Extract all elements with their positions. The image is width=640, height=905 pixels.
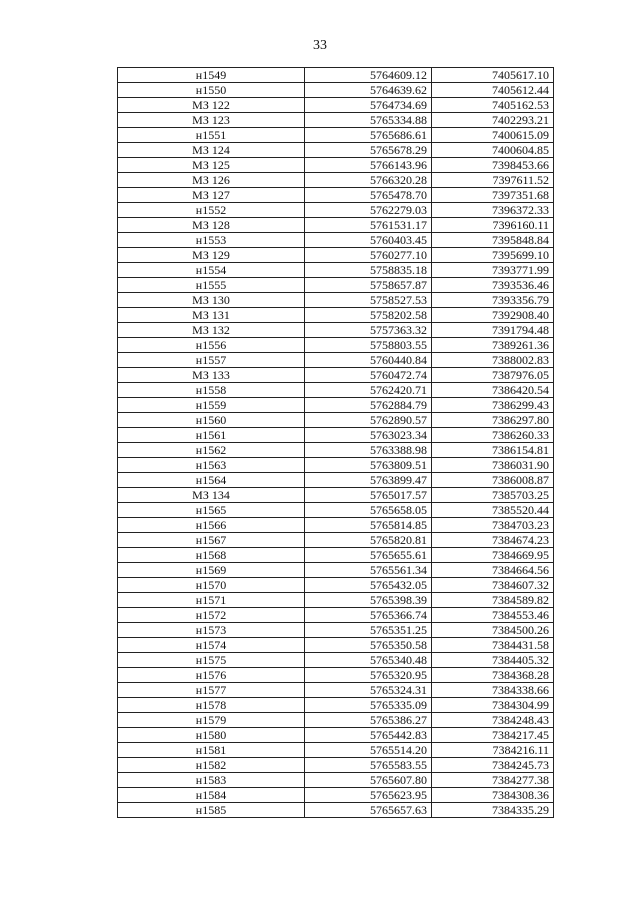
y-coordinate-cell: 7384589.82 [432, 593, 554, 608]
point-id-cell: н1558 [118, 383, 305, 398]
table-row [118, 578, 554, 593]
table-row [118, 668, 554, 683]
y-coordinate-cell: 7386154.81 [432, 443, 554, 458]
y-coordinate-cell: 7397351.68 [432, 188, 554, 203]
point-id-cell: МЗ 131 [118, 308, 305, 323]
point-id-cell: н1584 [118, 788, 305, 803]
point-id-cell: МЗ 130 [118, 293, 305, 308]
table-row [118, 233, 554, 248]
y-coordinate-cell: 7405617.10 [432, 68, 554, 83]
point-id-cell: МЗ 125 [118, 158, 305, 173]
point-id-cell: н1556 [118, 338, 305, 353]
x-coordinate-cell: 5765398.39 [305, 593, 432, 608]
y-coordinate-cell: 7385703.25 [432, 488, 554, 503]
y-coordinate-cell: 7387976.05 [432, 368, 554, 383]
x-coordinate-cell: 5762890.57 [305, 413, 432, 428]
table-row [118, 473, 554, 488]
table-row [118, 443, 554, 458]
point-id-cell: н1575 [118, 653, 305, 668]
x-coordinate-cell: 5765340.48 [305, 653, 432, 668]
x-coordinate-cell: 5762420.71 [305, 383, 432, 398]
x-coordinate-cell: 5765686.61 [305, 128, 432, 143]
y-coordinate-cell: 7384368.28 [432, 668, 554, 683]
point-id-cell: н1563 [118, 458, 305, 473]
point-id-cell: н1571 [118, 593, 305, 608]
table-row [118, 563, 554, 578]
point-id-cell: н1561 [118, 428, 305, 443]
y-coordinate-cell: 7384338.66 [432, 683, 554, 698]
y-coordinate-cell: 7395699.10 [432, 248, 554, 263]
x-coordinate-cell: 5763023.34 [305, 428, 432, 443]
x-coordinate-cell: 5761531.17 [305, 218, 432, 233]
point-id-cell: н1578 [118, 698, 305, 713]
table-row [118, 143, 554, 158]
point-id-cell: н1585 [118, 803, 305, 818]
point-id-cell: МЗ 132 [118, 323, 305, 338]
table-row [118, 548, 554, 563]
x-coordinate-cell: 5760403.45 [305, 233, 432, 248]
x-coordinate-cell: 5765655.61 [305, 548, 432, 563]
table-row [118, 623, 554, 638]
x-coordinate-cell: 5765583.55 [305, 758, 432, 773]
y-coordinate-cell: 7397611.52 [432, 173, 554, 188]
x-coordinate-cell: 5763899.47 [305, 473, 432, 488]
y-coordinate-cell: 7384304.99 [432, 698, 554, 713]
y-coordinate-cell: 7386031.90 [432, 458, 554, 473]
x-coordinate-cell: 5758527.53 [305, 293, 432, 308]
x-coordinate-cell: 5765820.81 [305, 533, 432, 548]
x-coordinate-cell: 5758657.87 [305, 278, 432, 293]
x-coordinate-cell: 5765658.05 [305, 503, 432, 518]
table-row [118, 398, 554, 413]
x-coordinate-cell: 5765623.95 [305, 788, 432, 803]
y-coordinate-cell: 7384431.58 [432, 638, 554, 653]
table-row [118, 158, 554, 173]
x-coordinate-cell: 5765814.85 [305, 518, 432, 533]
point-id-cell: МЗ 123 [118, 113, 305, 128]
point-id-cell: н1581 [118, 743, 305, 758]
x-coordinate-cell: 5763809.51 [305, 458, 432, 473]
y-coordinate-cell: 7384669.95 [432, 548, 554, 563]
table-row [118, 203, 554, 218]
x-coordinate-cell: 5766320.28 [305, 173, 432, 188]
point-id-cell: н1583 [118, 773, 305, 788]
point-id-cell: н1562 [118, 443, 305, 458]
table-row [118, 113, 554, 128]
y-coordinate-cell: 7386299.43 [432, 398, 554, 413]
y-coordinate-cell: 7405612.44 [432, 83, 554, 98]
y-coordinate-cell: 7402293.21 [432, 113, 554, 128]
table-row [118, 518, 554, 533]
x-coordinate-cell: 5760440.84 [305, 353, 432, 368]
point-id-cell: МЗ 126 [118, 173, 305, 188]
y-coordinate-cell: 7384674.23 [432, 533, 554, 548]
x-coordinate-cell: 5765334.88 [305, 113, 432, 128]
y-coordinate-cell: 7386297.80 [432, 413, 554, 428]
point-id-cell: н1570 [118, 578, 305, 593]
table-row [118, 248, 554, 263]
point-id-cell: МЗ 124 [118, 143, 305, 158]
x-coordinate-cell: 5758803.55 [305, 338, 432, 353]
y-coordinate-cell: 7384216.11 [432, 743, 554, 758]
y-coordinate-cell: 7396372.33 [432, 203, 554, 218]
table-row [118, 743, 554, 758]
y-coordinate-cell: 7398453.66 [432, 158, 554, 173]
point-id-cell: н1555 [118, 278, 305, 293]
x-coordinate-cell: 5765335.09 [305, 698, 432, 713]
y-coordinate-cell: 7386260.33 [432, 428, 554, 443]
x-coordinate-cell: 5765561.34 [305, 563, 432, 578]
y-coordinate-cell: 7389261.36 [432, 338, 554, 353]
x-coordinate-cell: 5765320.95 [305, 668, 432, 683]
x-coordinate-cell: 5763388.98 [305, 443, 432, 458]
point-id-cell: н1582 [118, 758, 305, 773]
table-row [118, 293, 554, 308]
point-id-cell: н1554 [118, 263, 305, 278]
x-coordinate-cell: 5764734.69 [305, 98, 432, 113]
point-id-cell: н1576 [118, 668, 305, 683]
table-row [118, 308, 554, 323]
y-coordinate-cell: 7400615.09 [432, 128, 554, 143]
point-id-cell: н1553 [118, 233, 305, 248]
x-coordinate-cell: 5765366.74 [305, 608, 432, 623]
table-row [118, 653, 554, 668]
point-id-cell: н1566 [118, 518, 305, 533]
x-coordinate-cell: 5764609.12 [305, 68, 432, 83]
table-row [118, 353, 554, 368]
x-coordinate-cell: 5762884.79 [305, 398, 432, 413]
table-row [118, 278, 554, 293]
table-row [118, 368, 554, 383]
y-coordinate-cell: 7393356.79 [432, 293, 554, 308]
table-row [118, 83, 554, 98]
table-row [118, 593, 554, 608]
table-row [118, 533, 554, 548]
y-coordinate-cell: 7384664.56 [432, 563, 554, 578]
table-row [118, 98, 554, 113]
coordinates-table-body [118, 68, 554, 818]
y-coordinate-cell: 7385520.44 [432, 503, 554, 518]
point-id-cell: н1559 [118, 398, 305, 413]
table-row [118, 803, 554, 818]
table-row [118, 68, 554, 83]
table-row [118, 638, 554, 653]
table-row [118, 338, 554, 353]
y-coordinate-cell: 7388002.83 [432, 353, 554, 368]
y-coordinate-cell: 7384245.73 [432, 758, 554, 773]
point-id-cell: н1549 [118, 68, 305, 83]
table-row [118, 683, 554, 698]
x-coordinate-cell: 5764639.62 [305, 83, 432, 98]
point-id-cell: н1551 [118, 128, 305, 143]
x-coordinate-cell: 5765607.80 [305, 773, 432, 788]
point-id-cell: н1579 [118, 713, 305, 728]
point-id-cell: н1572 [118, 608, 305, 623]
point-id-cell: МЗ 127 [118, 188, 305, 203]
x-coordinate-cell: 5765442.83 [305, 728, 432, 743]
table-row [118, 488, 554, 503]
point-id-cell: МЗ 128 [118, 218, 305, 233]
y-coordinate-cell: 7384553.46 [432, 608, 554, 623]
y-coordinate-cell: 7393536.46 [432, 278, 554, 293]
table-row [118, 428, 554, 443]
point-id-cell: н1560 [118, 413, 305, 428]
y-coordinate-cell: 7384703.23 [432, 518, 554, 533]
point-id-cell: н1552 [118, 203, 305, 218]
point-id-cell: МЗ 134 [118, 488, 305, 503]
x-coordinate-cell: 5757363.32 [305, 323, 432, 338]
y-coordinate-cell: 7384248.43 [432, 713, 554, 728]
table-row [118, 773, 554, 788]
y-coordinate-cell: 7384308.36 [432, 788, 554, 803]
table-row [118, 608, 554, 623]
x-coordinate-cell: 5762279.03 [305, 203, 432, 218]
page-number: 33 [313, 38, 327, 53]
point-id-cell: МЗ 133 [118, 368, 305, 383]
point-id-cell: МЗ 122 [118, 98, 305, 113]
x-coordinate-cell: 5758202.58 [305, 308, 432, 323]
y-coordinate-cell: 7393771.99 [432, 263, 554, 278]
x-coordinate-cell: 5765514.20 [305, 743, 432, 758]
x-coordinate-cell: 5765017.57 [305, 488, 432, 503]
y-coordinate-cell: 7384500.26 [432, 623, 554, 638]
table-row [118, 173, 554, 188]
table-row [118, 128, 554, 143]
x-coordinate-cell: 5765678.29 [305, 143, 432, 158]
table-row [118, 503, 554, 518]
y-coordinate-cell: 7386008.87 [432, 473, 554, 488]
table-row [118, 188, 554, 203]
x-coordinate-cell: 5765478.70 [305, 188, 432, 203]
coordinates-table [117, 67, 554, 818]
point-id-cell: н1580 [118, 728, 305, 743]
y-coordinate-cell: 7391794.48 [432, 323, 554, 338]
table-row [118, 698, 554, 713]
table-row [118, 458, 554, 473]
table-row [118, 218, 554, 233]
y-coordinate-cell: 7384607.32 [432, 578, 554, 593]
point-id-cell: н1569 [118, 563, 305, 578]
table-row [118, 758, 554, 773]
y-coordinate-cell: 7384217.45 [432, 728, 554, 743]
x-coordinate-cell: 5766143.96 [305, 158, 432, 173]
y-coordinate-cell: 7384405.32 [432, 653, 554, 668]
x-coordinate-cell: 5765350.58 [305, 638, 432, 653]
point-id-cell: н1567 [118, 533, 305, 548]
point-id-cell: н1550 [118, 83, 305, 98]
y-coordinate-cell: 7386420.54 [432, 383, 554, 398]
y-coordinate-cell: 7395848.84 [432, 233, 554, 248]
y-coordinate-cell: 7396160.11 [432, 218, 554, 233]
x-coordinate-cell: 5760277.10 [305, 248, 432, 263]
x-coordinate-cell: 5765386.27 [305, 713, 432, 728]
y-coordinate-cell: 7400604.85 [432, 143, 554, 158]
table-row [118, 323, 554, 338]
point-id-cell: н1577 [118, 683, 305, 698]
point-id-cell: МЗ 129 [118, 248, 305, 263]
point-id-cell: н1557 [118, 353, 305, 368]
x-coordinate-cell: 5765432.05 [305, 578, 432, 593]
x-coordinate-cell: 5760472.74 [305, 368, 432, 383]
table-row [118, 413, 554, 428]
y-coordinate-cell: 7405162.53 [432, 98, 554, 113]
x-coordinate-cell: 5758835.18 [305, 263, 432, 278]
table-row [118, 263, 554, 278]
x-coordinate-cell: 5765351.25 [305, 623, 432, 638]
y-coordinate-cell: 7384277.38 [432, 773, 554, 788]
x-coordinate-cell: 5765657.63 [305, 803, 432, 818]
table-row [118, 788, 554, 803]
y-coordinate-cell: 7384335.29 [432, 803, 554, 818]
point-id-cell: н1564 [118, 473, 305, 488]
x-coordinate-cell: 5765324.31 [305, 683, 432, 698]
point-id-cell: н1573 [118, 623, 305, 638]
point-id-cell: н1568 [118, 548, 305, 563]
point-id-cell: н1565 [118, 503, 305, 518]
point-id-cell: н1574 [118, 638, 305, 653]
table-row [118, 728, 554, 743]
y-coordinate-cell: 7392908.40 [432, 308, 554, 323]
table-row [118, 383, 554, 398]
table-row [118, 713, 554, 728]
